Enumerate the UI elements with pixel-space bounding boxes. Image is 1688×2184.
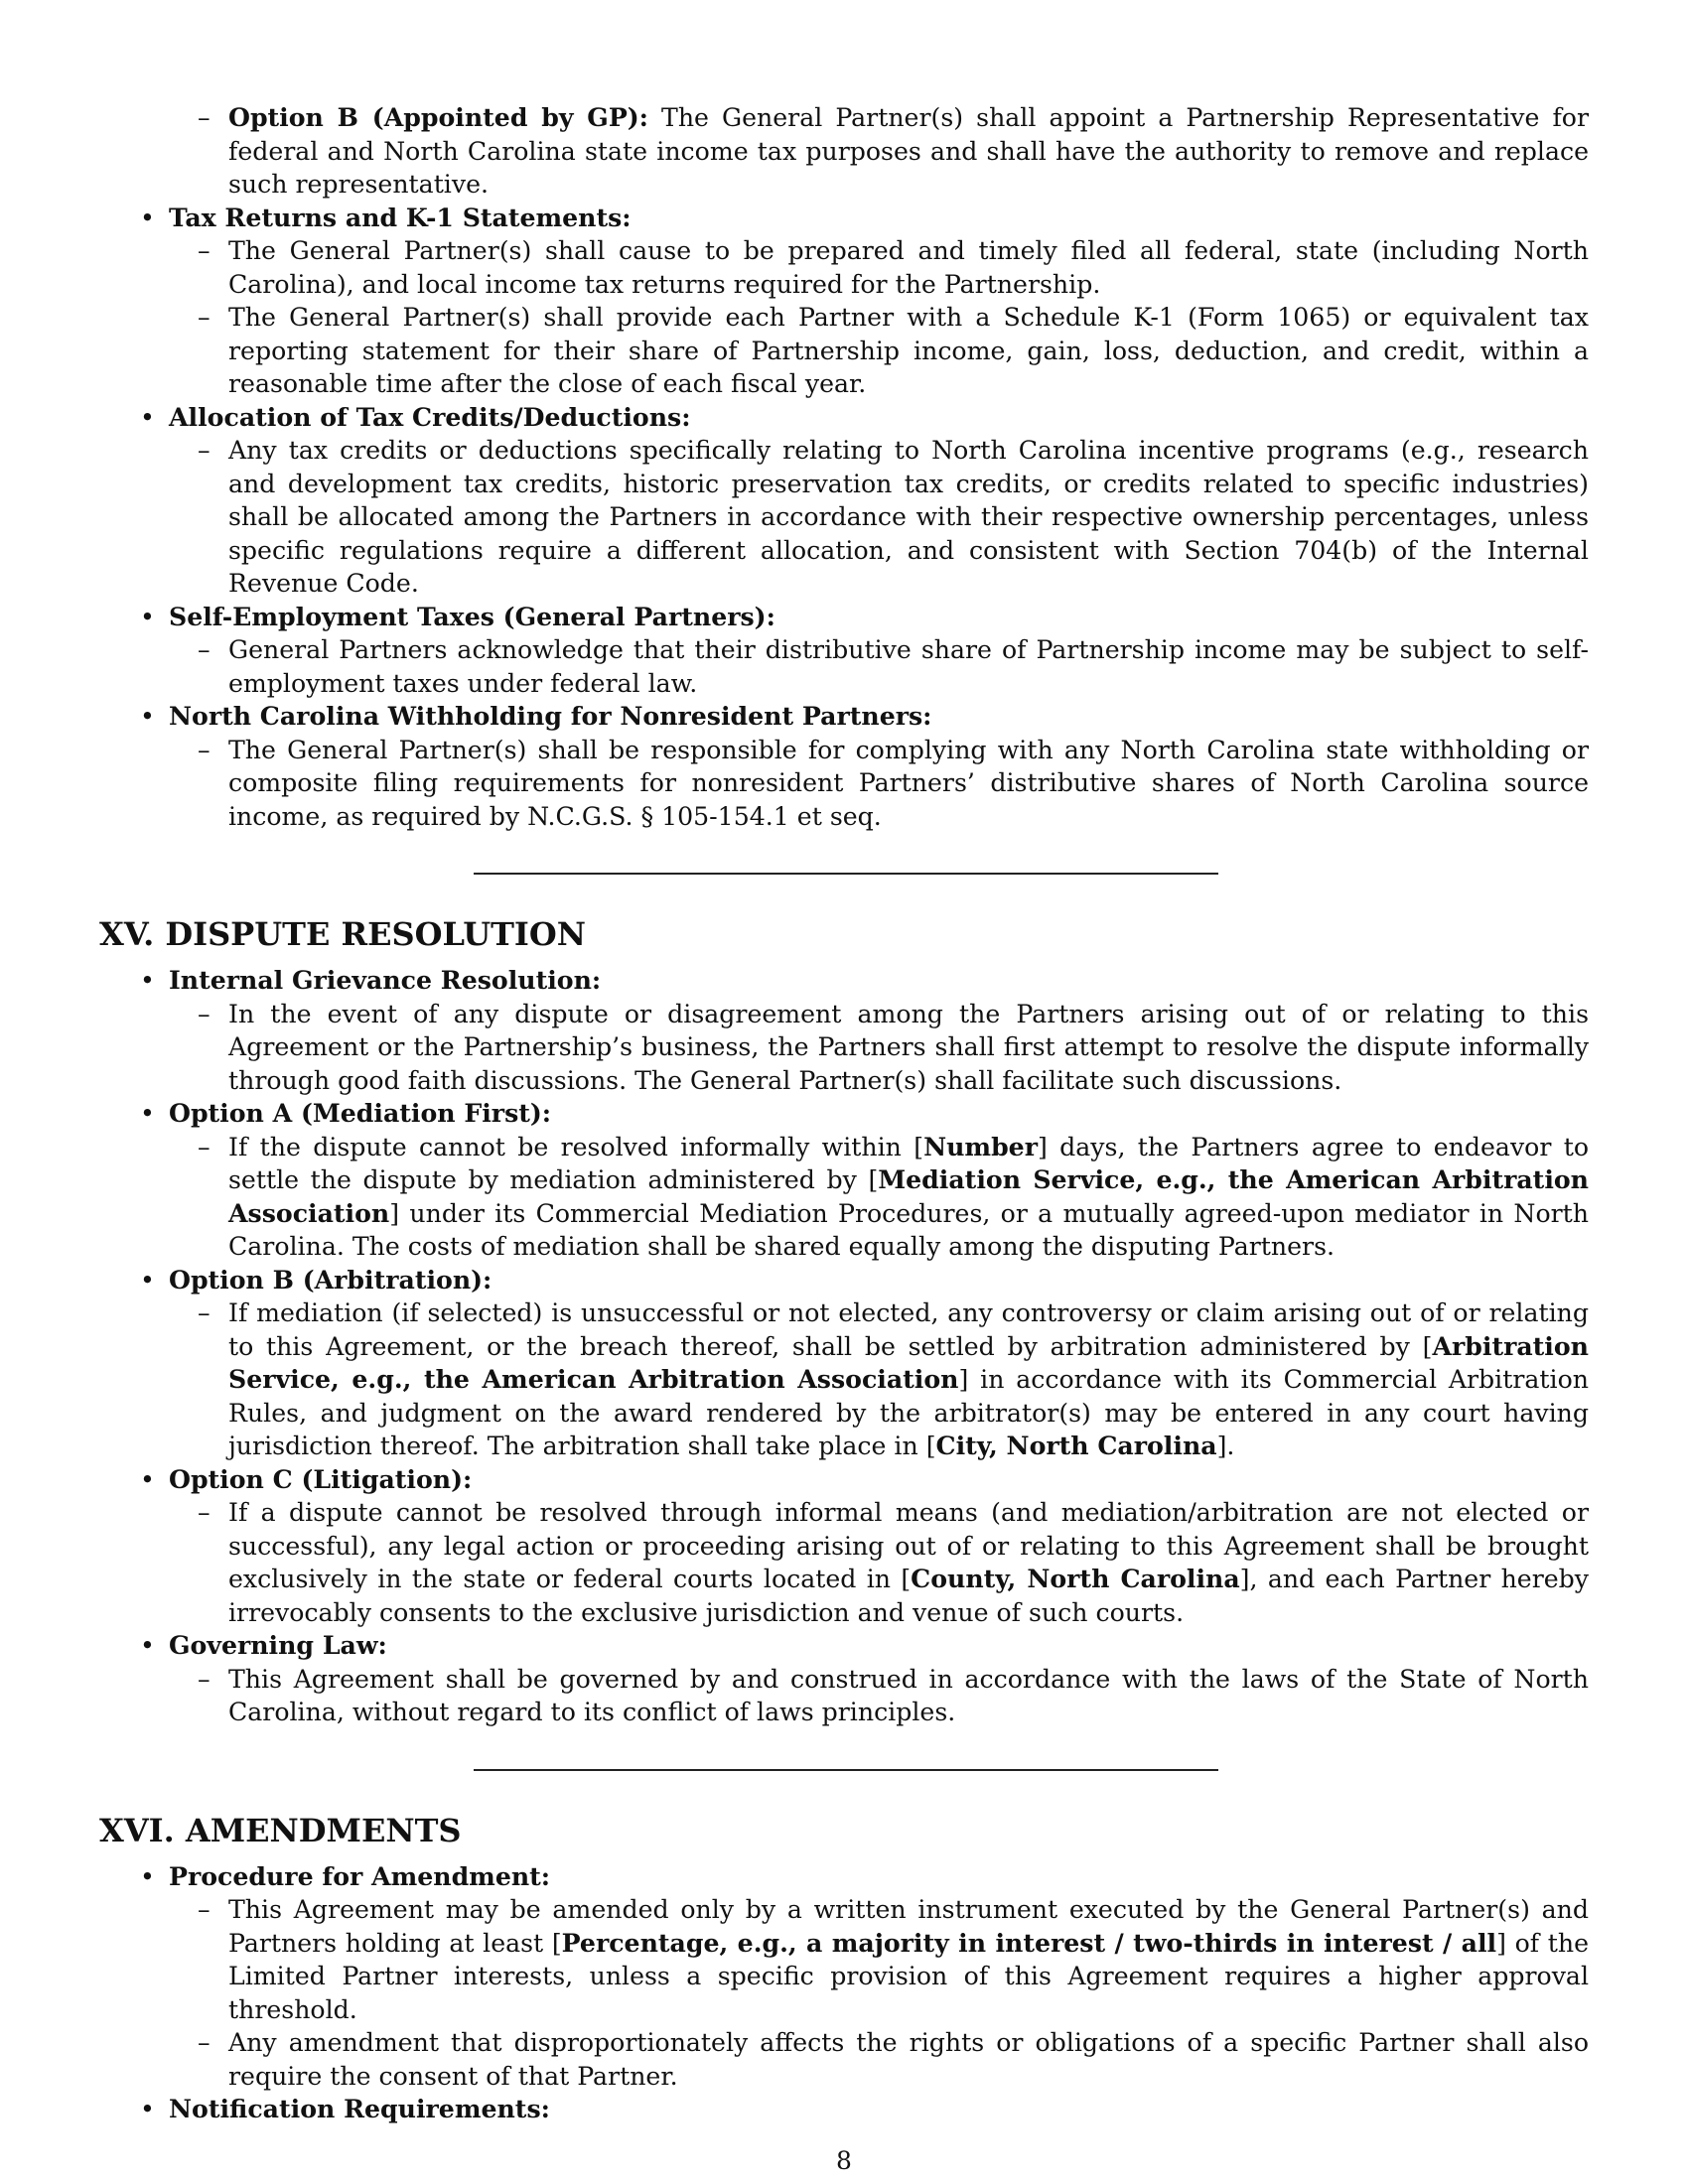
text-run: ].: [1216, 1432, 1235, 1460]
sub-item: – The General Partner(s) shall be responsible for complying with any North Carolina state withholding or composite filing requirements for nonresident Partners’ distributive shares of North Carolina source income, as required by N.C.G.S. § 105-154.1 et seq.: [228, 734, 1589, 834]
placeholder-field: Number: [923, 1131, 1038, 1161]
bullet-heading: Tax Returns and K-1 Statements:: [169, 202, 632, 232]
bullet-heading: Governing Law:: [169, 1630, 387, 1660]
bullet-option-b: [169, 1264, 1589, 1297]
sub-item: [228, 1131, 1589, 1264]
section-divider: [474, 1769, 1218, 1771]
sub-item: – The General Partner(s) shall provide each Partner with a Schedule K-1 (Form 1065) or equivalent tax reporting statement for their share of Partnership income, gain, loss, deduction, and credit, within a reasonable time after the close of each fiscal year.: [228, 301, 1589, 401]
bullet-heading: North Carolina Withholding for Nonresident Partners:: [169, 701, 932, 731]
bullet-self-employment: [169, 601, 1589, 634]
placeholder-field: County, North Carolina: [911, 1564, 1240, 1593]
tax-option-b-label: Option B (Appointed by GP):: [228, 102, 648, 132]
bullet-notification: [169, 2093, 1589, 2126]
bullet-heading: Notification Requirements:: [169, 2094, 550, 2123]
text-run: If mediation (if selected) is unsuccessful or not elected, any controversy or claim arising out of or relating to this Agreement, or the breach thereof, shall be settled by arbitration administered by [: [228, 1298, 1589, 1361]
section-title-xv: XV. DISPUTE RESOLUTION: [99, 915, 587, 953]
bullet-procedure-amendment: [169, 1860, 1589, 1894]
bullet-heading: Option C (Litigation):: [169, 1463, 473, 1494]
bullet-heading: Procedure for Amendment:: [169, 1860, 551, 1891]
page-content: [99, 101, 1589, 2126]
placeholder-field: Arbitration Service, e.g., the American Arbitration Association: [228, 1330, 1589, 1394]
sub-item: – The General Partner(s) shall cause to be prepared and timely filed all federal, state (including North Carolina), and local income tax returns required for the Partnership.: [228, 234, 1589, 301]
tax-option-b-text: The General Partner(s) shall appoint a Partnership Representative for federal and North Carolina state income tax purposes and shall have the authority to remove and replace such representative.: [228, 103, 1589, 199]
page-number: 8: [836, 2146, 852, 2175]
sub-item: [228, 1297, 1589, 1463]
bullet-heading: Internal Grievance Resolution:: [169, 965, 602, 995]
bullet-option-c: [169, 1463, 1589, 1497]
bullet-tax-returns: [169, 202, 1589, 235]
text-run: If the dispute cannot be resolved informally within [: [228, 1132, 924, 1161]
bullet-option-a: [169, 1097, 1589, 1131]
text-run: ] of the Limited Partner interests, unless a specific provision of this Agreement requires a higher approval threshold.: [228, 1928, 1590, 2024]
sub-item: – In the event of any dispute or disagreement among the Partners arising out of or relating to this Agreement or the Partnership’s business, the Partners shall first attempt to resolve the dispute informally through good faith discussions. The General Partner(s) shall facilitate such discussions.: [228, 998, 1589, 1098]
text-run: ], and each Partner hereby irrevocably consents to the exclusive jurisdiction and venue of such courts.: [228, 1565, 1589, 1627]
sub-item: – General Partners acknowledge that their distributive share of Partnership income may be subject to self-employment taxes under federal law.: [228, 633, 1589, 700]
bullet-heading: Option B (Arbitration):: [169, 1264, 492, 1295]
sub-item: [228, 1496, 1589, 1629]
bullet-heading: Self-Employment Taxes (General Partners):: [169, 601, 775, 631]
placeholder-field: Mediation Service, e.g., the American Arbitration Association: [228, 1164, 1589, 1228]
bullet-governing-law: [169, 1629, 1589, 1663]
bullet-tax-credits: [169, 401, 1589, 435]
section-title-xvi: XVI. AMENDMENTS: [99, 1811, 462, 1849]
bullet-heading: Allocation of Tax Credits/Deductions:: [169, 401, 691, 432]
sub-item: – Any amendment that disproportionately affects the rights or obligations of a specific Partner shall also require the consent of that Partner.: [228, 2026, 1589, 2093]
sub-item: [228, 1893, 1589, 2026]
placeholder-field: City, North Carolina: [935, 1431, 1217, 1460]
text-run: ] in accordance with its Commercial Arbitration Rules, and judgment on the award rendered by the arbitrator(s) may be entered in any court having jurisdiction thereof. The arbitration shall take place in [: [228, 1365, 1589, 1460]
bullet-nc-withholding: [169, 700, 1589, 734]
text-run: ] days, the Partners agree to endeavor to settle the dispute by mediation administered by [: [228, 1132, 1590, 1194]
bullet-heading: Option A (Mediation First):: [169, 1098, 552, 1128]
text-run: ] under its Commercial Mediation Procedures, or a mutually agreed-upon mediator in North Carolina. The costs of mediation shall be shared equally among the disputing Partners.: [228, 1198, 1589, 1261]
sub-item: – Any tax credits or deductions specifically relating to North Carolina incentive programs (e.g., research and development tax credits, historic preservation tax credits, or credits related to specific industries) shall be allocated among the Partners in accordance with their respective ownership percentages, unless specific regulations require a different allocation, and consistent with Section 704(b) of the Internal Revenue Code.: [228, 434, 1589, 601]
sub-item: – This Agreement shall be governed by and construed in accordance with the laws of the State of North Carolina, without regard to its conflict of laws principles.: [228, 1663, 1589, 1729]
bullet-internal-grievance: [169, 964, 1589, 998]
section-divider: [474, 873, 1218, 875]
placeholder-field: Percentage, e.g., a majority in interest / two-thirds in interest / all: [561, 1927, 1497, 1958]
tax-option-b: [228, 101, 1589, 202]
text-run: If a dispute cannot be resolved through informal means (and mediation/arbitration are not elected or successful), any legal action or proceeding arising out of or relating to this Agreement shall be brought exclusively in the state or federal courts located in [: [228, 1498, 1589, 1593]
text-run: This Agreement may be amended only by a written instrument executed by the General Partner(s) and Partners holding at least [: [228, 1895, 1589, 1958]
